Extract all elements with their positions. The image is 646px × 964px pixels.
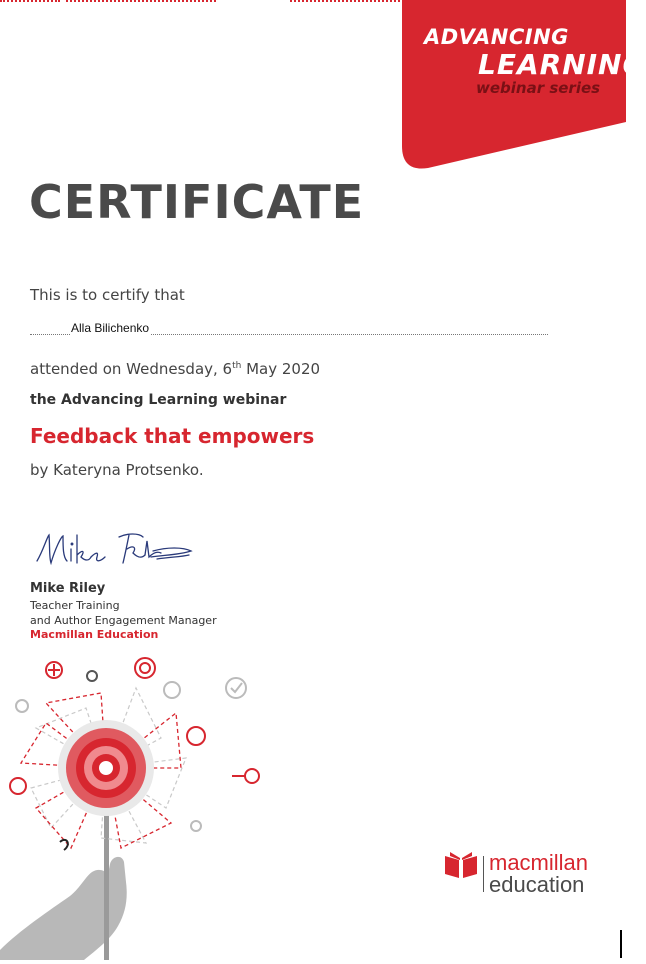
logo-text-education: education: [489, 872, 585, 897]
pinwheel-illustration: [0, 650, 300, 964]
recipient-name-line: [30, 318, 548, 335]
certificate-title: CERTIFICATE: [29, 175, 365, 229]
logo-text-macmillan: macmillan: [489, 850, 589, 875]
brand-line-webinar-series: webinar series: [476, 79, 601, 97]
session-title: Feedback that empowers: [30, 424, 315, 448]
signatory-role-line1: Teacher Training: [30, 599, 120, 612]
brand-line-learning: LEARNING: [478, 48, 646, 81]
attended-prefix: attended on Wednesday, 6: [30, 360, 233, 378]
corner-mark: [620, 930, 622, 958]
brand-line-advancing: ADVANCING: [424, 25, 569, 49]
signatory-organization: Macmillan Education: [30, 628, 159, 641]
signatory-name: Mike Riley: [30, 581, 106, 596]
presenter-byline: by Kateryna Protsenko.: [30, 461, 204, 479]
attended-date-line: [30, 360, 320, 378]
webinar-label: the Advancing Learning webinar: [30, 392, 287, 408]
attended-suffix: May 2020: [241, 360, 321, 378]
macmillan-book-icon: [444, 852, 478, 882]
certify-line: This is to certify that: [30, 286, 185, 304]
signature-image: [33, 527, 198, 579]
pinwheel-petals: [21, 688, 186, 848]
signatory-role-line2: and Author Engagement Manager: [30, 614, 217, 627]
attended-ordinal: th: [232, 361, 242, 371]
recipient-name: Alla Bilichenko: [71, 321, 150, 335]
logo-divider: [483, 856, 484, 892]
